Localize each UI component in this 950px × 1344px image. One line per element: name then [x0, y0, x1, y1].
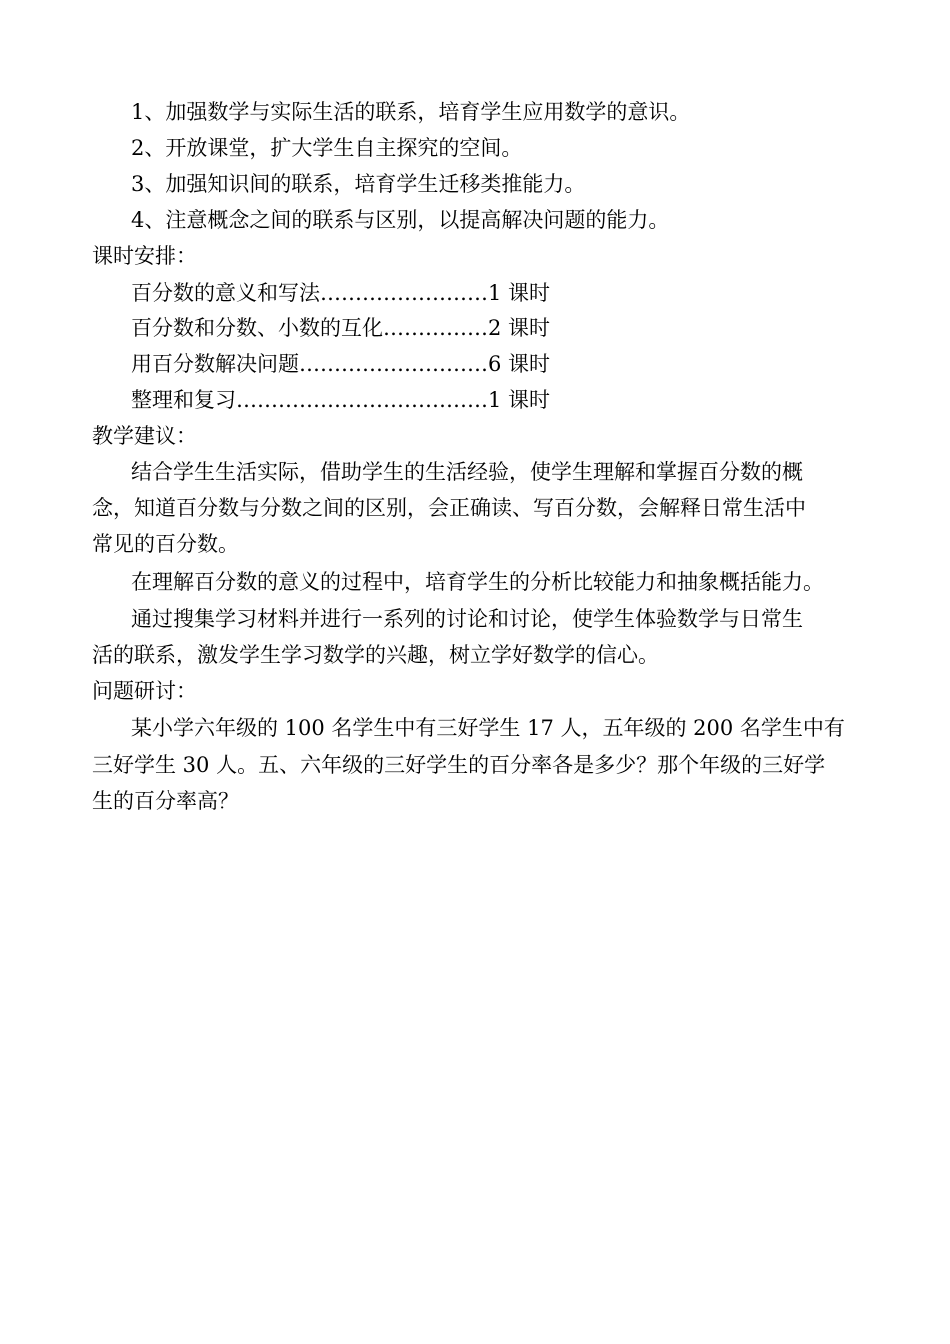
suggestion-para-2: 在理解百分数的意义的过程中，培育学生的分析比较能力和抽象概括能力。 [131, 570, 824, 594]
schedule-item-2: 百分数和分数、小数的互化……………2 课时 [131, 316, 551, 340]
suggestion-para-1-line-3: 常见的百分数。 [92, 532, 239, 556]
discussion-line-1: 某小学六年级的 100 名学生中有三好学生 17 人，五年级的 200 名学生中有 [131, 716, 845, 740]
suggestion-para-3-line-2: 活的联系，激发学生学习数学的兴趣，树立学好数学的信心。 [92, 643, 659, 667]
suggestion-para-3-line-1: 通过搜集学习材料并进行一系列的讨论和讨论，使学生体验数学与日常生 [131, 607, 803, 631]
schedule-heading: 课时安排： [92, 244, 197, 268]
discussion-line-3: 生的百分率高？ [92, 789, 239, 813]
suggestions-heading: 教学建议： [92, 424, 197, 448]
schedule-item-4: 整理和复习………………………………1 课时 [131, 388, 551, 412]
suggestion-para-1-line-2: 念，知道百分数与分数之间的区别，会正确读、写百分数，会解释日常生活中 [92, 496, 806, 520]
goal-item-2: 2、开放课堂，扩大学生自主探究的空间。 [131, 136, 523, 160]
goal-item-3: 3、加强知识间的联系，培育学生迁移类推能力。 [131, 172, 586, 196]
discussion-heading: 问题研讨： [92, 679, 197, 703]
discussion-line-2: 三好学生 30 人。五、六年级的三好学生的百分率各是多少？那个年级的三好学 [92, 753, 826, 777]
goal-item-4: 4、注意概念之间的联系与区别，以提高解决问题的能力。 [131, 208, 670, 232]
suggestion-para-1-line-1: 结合学生生活实际，借助学生的生活经验，使学生理解和掌握百分数的概 [131, 460, 803, 484]
goal-item-1: 1、加强数学与实际生活的联系，培育学生应用数学的意识。 [131, 100, 691, 124]
schedule-item-1: 百分数的意义和写法……………………1 课时 [131, 281, 551, 305]
schedule-item-3: 用百分数解决问题………………………6 课时 [131, 352, 551, 376]
